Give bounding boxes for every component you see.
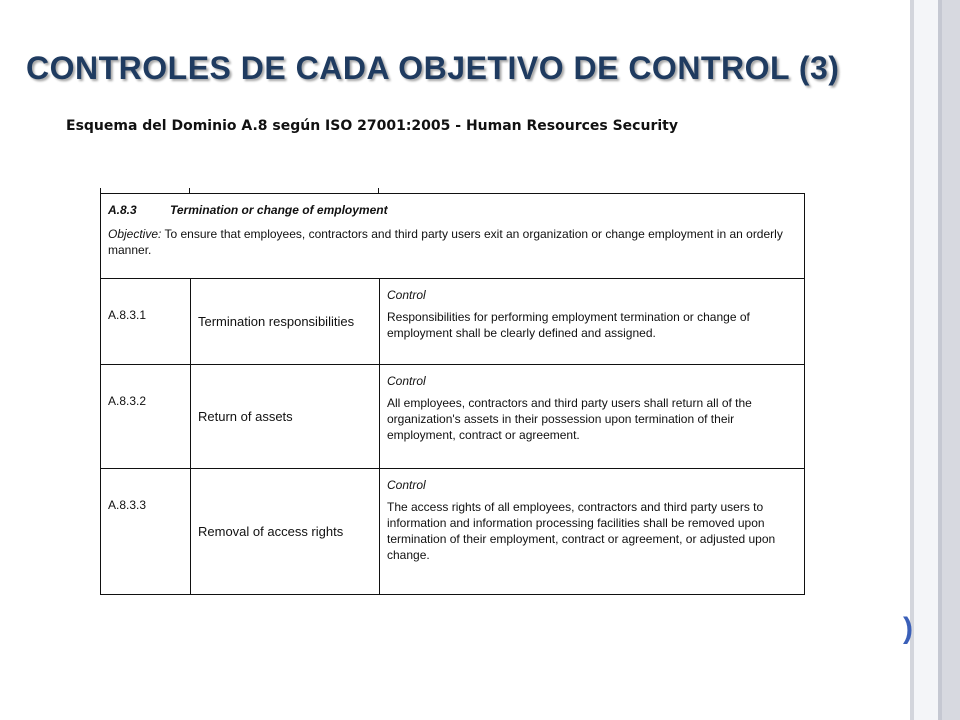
control-text: The access rights of all employees, contractors and third party users to information and information processing facilities shall be removed upon termination of their employment, contract or agreement, or adjusted upon change. (387, 500, 776, 562)
control-label: Control (387, 288, 426, 302)
header-title: Termination or change of employment (170, 203, 388, 217)
objective-line (108, 226, 797, 258)
decorative-paren: ) (903, 612, 913, 645)
control-name: Return of assets (191, 365, 380, 469)
control-label: Control (387, 478, 426, 492)
side-bar-stripe (942, 0, 960, 720)
objective-label: Objective: (108, 227, 162, 241)
header-cell (101, 194, 805, 279)
control-cell (380, 279, 805, 365)
control-id: A.8.3.1 (101, 279, 191, 365)
table-row (101, 469, 805, 595)
iso-table-scan (100, 188, 804, 594)
header-id: A.8.3 (108, 203, 137, 217)
control-name: Removal of access rights (191, 469, 380, 595)
iso-controls-table (100, 193, 805, 595)
control-id: A.8.3.3 (101, 469, 191, 595)
control-text: Responsibilities for performing employment termination or change of employment shall be clearly defined and assigned. (387, 310, 750, 340)
slide-title: CONTROLES DE CADA OBJETIVO DE CONTROL (3) (26, 50, 840, 86)
objective-text: To ensure that employees, contractors and third party users exit an organization or change employment in an orderly manner. (108, 227, 783, 257)
control-cell (380, 365, 805, 469)
table-header-row (101, 194, 805, 279)
control-id: A.8.3.2 (101, 365, 191, 469)
side-bar-stripe (914, 0, 938, 720)
control-text: All employees, contractors and third party users shall return all of the organization's assets in their possession upon termination of their employment, contract or agreement. (387, 396, 752, 442)
slide-side-decoration (910, 0, 960, 720)
control-label: Control (387, 374, 426, 388)
control-cell (380, 469, 805, 595)
table-row (101, 279, 805, 365)
control-name: Termination responsibilities (191, 279, 380, 365)
slide-subtitle: Esquema del Dominio A.8 según ISO 27001:2005 - Human Resources Security (66, 118, 678, 134)
table-row (101, 365, 805, 469)
